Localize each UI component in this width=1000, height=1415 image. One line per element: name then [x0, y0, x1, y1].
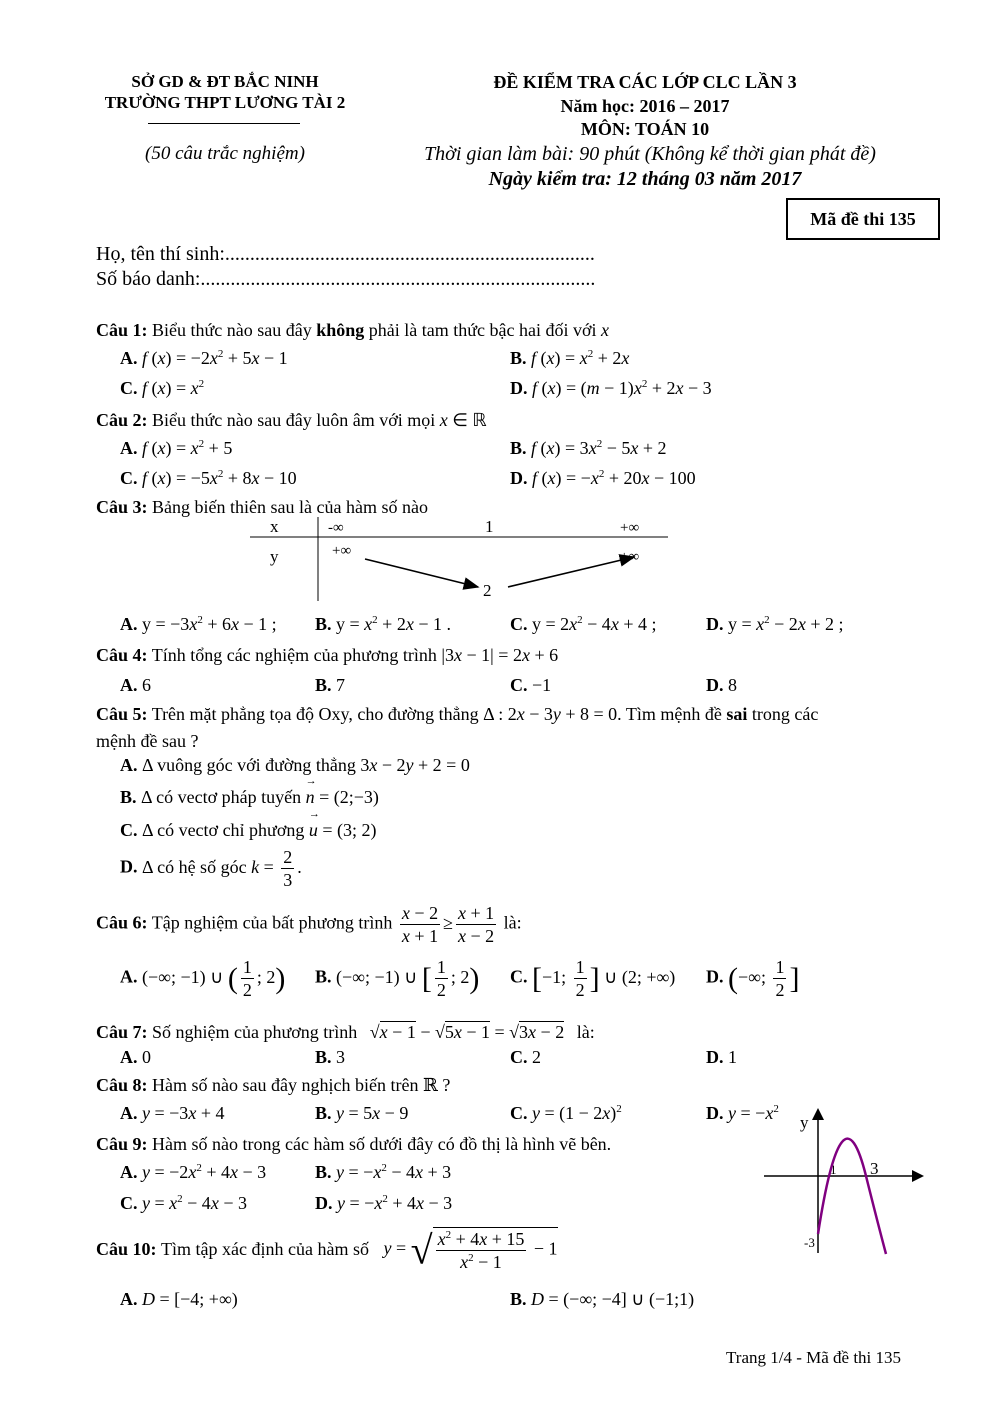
- question-text: là:: [503, 912, 522, 933]
- exam-code: Mã đề thi 135: [810, 209, 916, 229]
- question-text: Bảng biến thiên sau là của hàm số nào: [152, 497, 428, 517]
- exam-year: Năm học: 2016 – 2017: [560, 96, 730, 116]
- graph-tick-minus-3: -3: [804, 1235, 815, 1250]
- q10-option-a: A. D = [−4; +∞): [120, 1289, 238, 1309]
- q4-option-b: B. 7: [315, 675, 346, 695]
- question-text: Biểu thức nào sau đây: [152, 320, 312, 340]
- question-4: [96, 645, 558, 666]
- question-label: Câu 5:: [96, 704, 148, 724]
- q5-option-a: A. Δ vuông góc với đường thẳng 3x − 2y + 2 = 0: [120, 755, 470, 775]
- q9-option-b: B. $y = -x^2 - 4x + 3$: [315, 1162, 452, 1182]
- question-2: [96, 410, 487, 431]
- table-y-right: +∞: [620, 549, 640, 565]
- decreasing-arrow: [365, 559, 478, 587]
- increasing-arrow: [508, 557, 634, 587]
- q5-option-b: B. Δ có vectơ pháp tuyến n → = (2;−3): [120, 775, 379, 807]
- question-7: [96, 1022, 595, 1043]
- q7-option-a: A. 0: [120, 1047, 151, 1067]
- exam-subject: MÔN: TOÁN 10: [580, 119, 710, 139]
- question-equation: √x − 1 − √5x − 1 = √3x − 2: [369, 1022, 565, 1042]
- question-condition: x ∈ ℝ: [439, 410, 487, 430]
- question-10: [96, 1226, 558, 1273]
- question-text: Hàm số nào sau đây nghịch biến trên ℝ ?: [152, 1075, 451, 1095]
- question-label: Câu 8:: [96, 1075, 148, 1095]
- q4-option-a: A. 6: [120, 675, 151, 695]
- exam-code-box: [786, 198, 940, 240]
- question-text: Tính tổng các nghiệm của phương trình: [151, 645, 437, 665]
- variation-table: [250, 515, 670, 605]
- table-x-plus-inf: +∞: [620, 520, 640, 536]
- header-count: (50 câu trắc nghiệm): [145, 143, 305, 164]
- question-label: Câu 3:: [96, 497, 148, 517]
- q5-option-c: C. Δ có vectơ chỉ phương u → = (3; 2): [120, 808, 377, 840]
- question-text: Biểu thức nào sau đây luôn âm với mọi: [152, 410, 436, 430]
- q2-option-a: A. f $(x) = x^2 + 5$: [120, 438, 233, 458]
- q6-option-b: B. (−∞; −1) ∪ [ $\frac{1}{2}$ ; 2): [315, 957, 480, 1000]
- question-function: y = √ $\frac{x^2 + 4x + 15}{x^2 - 1}$ − 1: [383, 1227, 558, 1272]
- question-line: Δ : 2x − 3y + 8 = 0: [483, 704, 618, 724]
- q1-option-c: C. f $(x) = x^2$: [120, 378, 205, 398]
- question-6: [96, 902, 522, 947]
- q3-option-b: B. $y = x^2 + 2x - 1$ .: [315, 614, 451, 634]
- question-text: Hàm số nào trong các hàm số dưới đây có đồ thị là hình vẽ bên.: [152, 1134, 612, 1154]
- parabola-graph: [760, 1108, 925, 1258]
- question-text: trong các: [751, 704, 819, 724]
- q3-option-a: A. $y = -3x^2 + 6x - 1$ ;: [120, 614, 277, 634]
- question-9: [96, 1134, 611, 1155]
- question-label: Câu 10:: [96, 1239, 157, 1259]
- q3-option-d: D. $y = x^2 - 2x + 2$ ;: [706, 614, 844, 634]
- q2-option-b: B. f $(x) = 3x^2 - 5x + 2$: [510, 438, 667, 458]
- q8-option-b: B. y = 5x − 9: [315, 1103, 409, 1123]
- question-text: là:: [576, 1022, 595, 1042]
- q9-option-a: A. $y = -2x^2 + 4x - 3$: [120, 1162, 267, 1182]
- q4-option-c: C. −1: [510, 675, 552, 695]
- question-text: phải là tam thức bậc hai đối với: [368, 320, 597, 340]
- page-footer: Trang 1/4 - Mã đề thi 135: [726, 1348, 902, 1367]
- table-y-label: y: [270, 547, 279, 566]
- question-emphasis: sai: [726, 704, 748, 724]
- question-1: [96, 320, 609, 341]
- q2-option-c: C. f $(x) = -5x^2 + 8x - 10$: [120, 468, 297, 488]
- q5-option-d: D. Δ có hệ số góc k = $\frac{2}{3}$ .: [120, 847, 302, 890]
- exam-title: ĐỀ KIỂM TRA CÁC LỚP CLC LẦN 3: [493, 72, 797, 92]
- question-text: . Tìm mệnh đề: [617, 704, 722, 724]
- table-y-min: 2: [483, 581, 492, 600]
- q7-option-d: D. 1: [706, 1047, 737, 1067]
- q1-option-d: D. f $(x) = (m - 1)x^2 + 2x - 3$: [510, 378, 712, 398]
- q8-option-d: D. $y = -x^2$: [706, 1103, 779, 1123]
- q2-option-d: D. f $(x) = -x^2 + 20x - 100$: [510, 468, 696, 488]
- student-name-field: Họ, tên thí sinh:..........................................................................: [96, 243, 595, 265]
- question-label: Câu 9:: [96, 1134, 148, 1154]
- table-x-one: 1: [485, 517, 494, 536]
- graph-tick-3: 3: [870, 1159, 879, 1178]
- q10-option-b: B. D = (−∞; −4] ∪ (−1;1): [510, 1289, 695, 1309]
- q6-option-c: C. [−1; $\frac{1}{2}$ ] ∪ (2; +∞): [510, 957, 676, 1000]
- exam-date: Ngày kiểm tra: 12 tháng 03 năm 2017: [488, 168, 802, 190]
- question-label: Câu 1:: [96, 320, 148, 340]
- question-emphasis: không: [316, 320, 365, 340]
- exam-time: Thời gian làm bài: 90 phút (Không kể thời gian phát đề): [424, 143, 876, 165]
- q1-option-b: B. f $(x) = x^2 + 2x$: [510, 348, 630, 368]
- header-dept: SỞ GD & ĐT BẮC NINH: [131, 72, 319, 91]
- question-equation: |3x − 1| = 2x + 6: [441, 645, 559, 665]
- table-x-minus-inf: -∞: [328, 520, 344, 536]
- question-5: [96, 704, 818, 725]
- q9-option-c: C. $y = x^2 - 4x - 3$: [120, 1193, 247, 1213]
- question-8: [96, 1075, 450, 1096]
- table-x-label: x: [270, 517, 279, 536]
- q6-option-d: D. (−∞; $\frac{1}{2}$ ]: [706, 957, 800, 1000]
- parabola-curve: [818, 1139, 886, 1254]
- q7-option-b: B. 3: [315, 1047, 346, 1067]
- question-text: Số nghiệm của phương trình: [152, 1022, 358, 1042]
- question-label: Câu 2:: [96, 410, 148, 430]
- graph-tick-1: 1: [830, 1162, 837, 1177]
- header-divider: [148, 123, 300, 124]
- question-label: Câu 4:: [96, 645, 148, 665]
- q1-option-a: A. f $(x) = -2x^2 + 5x - 1$: [120, 348, 288, 368]
- question-text: Tập nghiệm của bất phương trình: [151, 912, 393, 933]
- q8-option-c: C. $y = (1 - 2x)^2$: [510, 1103, 622, 1123]
- question-label: Câu 7:: [96, 1022, 148, 1042]
- q4-option-d: D. 8: [706, 675, 737, 695]
- question-text: Tìm tập xác định của hàm số: [161, 1239, 369, 1259]
- q7-option-c: C. 2: [510, 1047, 541, 1067]
- q9-option-d: D. $y = -x^2 + 4x - 3$: [315, 1193, 453, 1213]
- question-inequality: $\frac{x - 2}{x + 1}$ ≥ $\frac{x + 1}{x - 2}$: [401, 903, 495, 946]
- q6-option-a: A. (−∞; −1) ∪ ( $\frac{1}{2}$ ; 2): [120, 957, 286, 1000]
- header-school: TRƯỜNG THPT LƯƠNG TÀI 2: [104, 93, 346, 112]
- question-text: Trên mặt phẳng tọa độ Oxy, cho đường thẳng: [151, 704, 479, 724]
- table-y-left: +∞: [332, 543, 352, 559]
- question-5-cont: mệnh đề sau ?: [96, 731, 199, 751]
- q3-option-c: C. $y = 2x^2 - 4x + 4$ ;: [510, 614, 657, 634]
- question-label: Câu 6:: [96, 912, 148, 933]
- question-var: x: [601, 320, 609, 340]
- student-id-field: Số báo danh:...............................................................................: [96, 268, 596, 290]
- q8-option-a: A. y = −3x + 4: [120, 1103, 225, 1123]
- graph-y-label: y: [800, 1113, 809, 1132]
